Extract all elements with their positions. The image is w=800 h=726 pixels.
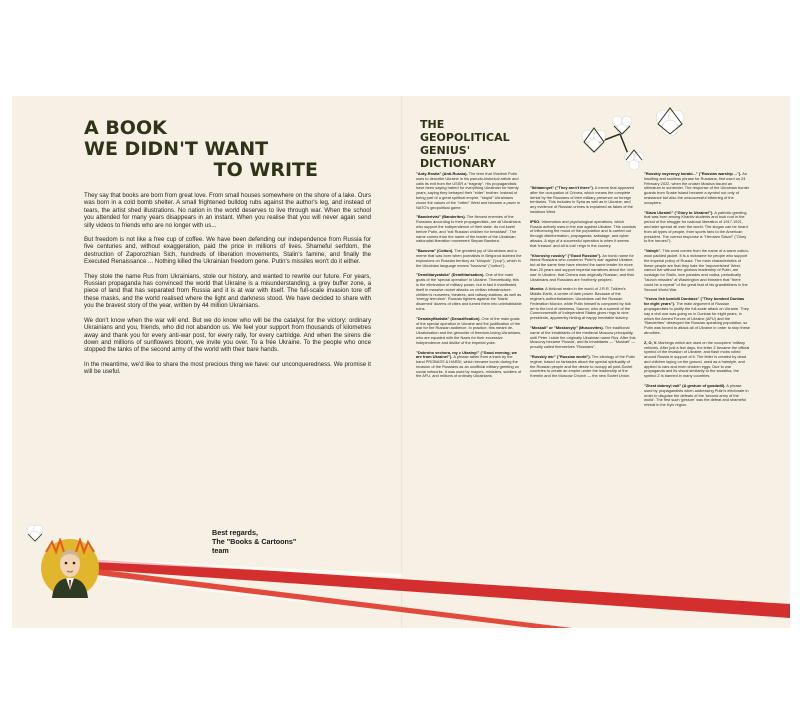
dictionary-entry [530,186,636,215]
entry-term: "Denatsyfikatsiia" (Denazification). [416,315,481,321]
dictionary-entry [530,326,636,350]
dictionary-entry [416,273,522,311]
dictionary-entry [644,341,750,379]
dictionary-entry [644,172,750,206]
dictionary-entry [644,297,750,335]
entry-text: The traditional name of the inhabitants of the medieval Moscow principality, until Peter I stole the originally Ukrainian name Rus. After this Muscovy became 'Russia', and its inhabitants — "Moskali" — proudly called themselves "Russians". [530,324,636,350]
cotton-flowers-illustration [572,104,652,176]
entry-text: An ironic name for liberal Russians who condemn 'Putin's war' against Ukraine, but at the same time have elected the same leader for more than 20 years and support imperial narratives about the 'civil war' in Ukraine, that Crimea was originally Russian, and that Ukrainians and Russians are 'brotherly peoples'. [530,252,634,282]
entry-text: One of the main goals of the special operation in Ukraine and the justification of the war for the Russian audience. In practice, this meant de-Ukrainisation and the genocide of freedom-loving Ukrainians, who are equated with the Nazis for their excessive independence and dislike of the imperial yoke. [416,315,522,345]
dictionary-entry [416,249,522,268]
entry-text: The greatest joy of Ukrainians and a meme that was born when journalists in Belgorod dubbed the explosions on Russian territory as "khlopok" ("pop"), which in the Ukrainian language means "bavovna" ("cotton"). [416,248,522,268]
entry-text: This word comes from the name of a warm cotton-wool padded jacket. It is a nickname for people who support the imperial policy of Russia. The main characteristics of these people are that they hate the 'impoverished' West, cannot live without the glorious leadership of Putin, are nostalgic for Stalin, love parades and vodka, periodically "launch missiles" at Washington and threaten that "there could be a repeat" of the great feat of his grandfathers in the Second World War. [644,248,750,292]
entry-term: "Slava Ukraini!" ("Glory to Ukraine!"). [644,209,714,215]
entry-text: Information and psychological operations, which Russia actively uses in the war against Ukraine. This consists of influencing the mood of the population and is carried out through disinformation, propaganda, sabotage, and cyber attacks. A sign of a successful operation is when it seems that 'treason' and all is lost' reign in the country. [530,218,636,248]
cotton-flower-icon [24,522,46,544]
regards-line: Best regards, [212,528,258,537]
putin-portrait-illustration [40,538,100,598]
regards-line: team [212,546,229,555]
entry-term: "Dobroho vechora, my z Ukrainy!" ("Good evening, we are from Ukraine!"). [416,349,517,360]
entry-text: Markings which are used on the occupiers' military vehicles. After just a few days, the letter Z became the official symbol of the invasion of Ukraine, and flash mobs rolled around Russia in support of it. The letter is created by dead and children laying on the ground, used as a hairstyle, and applied to cars and even chicken eggs. Due to war propaganda and its visual similarity to the swastika, the symbol Z is banned in many countries. [644,339,750,379]
title-line-1: A BOOK [84,117,167,139]
entry-text: A patriotic greeting that was born among Kharkiv students and took root in the period of the struggle for national liberation of 1917-1921, and later spread all over the world. The slogan can be heard from all types of people, from sports fans to the American president. The correct response is "Heroiam Slava!" ("Glory to the heroes!"). [644,209,748,244]
title-line-2: WE DIDN'T WANT [84,138,269,160]
right-page-title [420,118,530,170]
entry-text: The main argument of Russian propagandists to justify the full-scale attack on Ukraine. They say a civil war was going on in Donbas for eight years, in which the Armed Forces of Ukraine (AFU) and the "Banderites" destroyed the Russian-speaking population, so Putin was forced to attack all of Ukraine in order to stop these atrocities. [644,301,750,335]
entry-term: Mordor. [530,286,545,292]
entry-term: Z, O, V. [644,339,658,345]
entry-term: "Ikhtamnyet" ("They aren't there"). [530,185,594,190]
page-gutter [401,96,403,628]
paragraph: They stole the name Rus from Ukrainians, stole our history, and wanted to rewrite our future. For years, Russian propaganda has convinced the world that Ukraine is a misunderstanding, a grey buffer zone, a piece of land that has separated from Russia and it is at war with itself. The full-scale invasion tore off these masks, and the world realised where the light and darkness stood. We have decided to share with you the bravest story of the year, written by 44 million Ukrainians. [84,272,371,310]
entry-text: A phrase taken from a track by the band PROBASS & HARDI, which became iconic during the invasion of the Russians as an unofficial military greeting on social networks. It was used by mayors, ministers, soldiers of the AFU, and millions of ordinary Ukrainians. [416,354,522,379]
title-line-4: DICTIONARY [420,157,496,170]
dictionary-entry [530,287,636,321]
title-line-1: THE [420,118,445,131]
dictionary-column-2 [530,186,636,384]
entry-text: The ideology of the Putin regime, based on fantasies about the special spirituality of the Russian people and the desire to occupy all post-Soviet countries to create an empire under the leadership of the Kremlin and the Moscow Church — the new Soviet Union. [530,353,635,379]
entry-term: "Vatnyk". [644,248,662,254]
entry-term: "Russkiy mir" ("Russian world"). [530,353,591,359]
entry-text: The fiercest enemies of the Russians according to their propagandists, are all Ukrainians who support the independence of their state. do not kneel before Putin, and "eat Russian children for breakfast". The name comes from the name of the leader of the Ukrainian nationalist liberation movement Stepan Bandera. [416,214,521,244]
title-line-3: TO WRITE [213,159,318,181]
entry-text: An insulting and soulless phrase for Russians, first used on 24 February 2022, when the cruiser Moskva issued an ultimatum to surrender. The response of the Ukrainian border guards from Snake Island became a symbol not only of resistance but also the unsuccessful blitzkrieg of the occupiers. [644,171,750,205]
entry-text: One of the main goals of the 'special operation' in Ukraine. Theoretically, this is the elimination of military power, but in fact it manifested itself in massive rocket attacks on civilian infrastructure: children's nurseries, theatres, and railway stations, as well as 'energy terrorism'. Russian fighters against the 'Nazis' disarmed' dozens of cities and turned them into uninhabitable ruins. [416,272,522,311]
entry-term: "Khoroshy russkiy" ("Good Russian"). [530,252,602,258]
dictionary-entry [416,215,522,244]
entry-term: "Russkiy voyennyy korabl..." ("Russian warship ..."). [644,171,742,176]
dictionary-entry [530,220,636,249]
entry-term: "Moskali" or "Moskovyty" (Muscovites). [530,324,604,330]
dictionary-entry [644,249,750,292]
dictionary-column-3 [644,172,750,413]
signature-block [212,528,352,555]
paragraph: They say that books are born from great love. From small houses somewhere on the shore of a lake. Ours was born in a cold bomb shelter. A small frightened bulldog rubs against the author's leg, and instead of tears, the artist shed illustrations. No nation in the world deserves to live through war. When the school you attended for many years disappears in an instant. When you realise that you will never again send silly videos to friends who are no longer with us... [84,192,371,229]
entry-term: "Vsevo lish bombili Donbass" ("They bombed Donbas for eight years"). [644,296,745,307]
entry-term: "Banderivtsi" (Banderites). [416,214,466,220]
paragraph: We don't know when the war will end. But we do know who will be the catalyst for the victory: ordinary Ukrainians and you, friends, who did not abandon us. We feel your support from thousands of kilometres away and thank you for every anti-war post, for every rally, for every cartridge. And when the sirens die down and millions of sunflowers bloom, we invite you over. To a free Ukraine. To the people who once stopped the tanks of the second army of the world with their bare hands. [84,316,371,354]
left-page-title [84,118,334,181]
entry-text: A phrase used by propagandists when addressing Putin's electorate in order to disguise the defeats of the 'second army of the world'. The first such 'gesture' was the defeat and shameful retreat in the Kyiv region. [644,383,749,408]
dictionary-entry [416,172,522,210]
entry-term: "Anty-Rosiia" (Anti-Russia). [416,171,468,176]
dictionary-entry [416,351,522,380]
paragraph: But freedom is not like a free cup of coffee. We have been defending our independence from Russia for five centuries and, without exaggeration, paid the price in millions of lives. Shameful serfdom, the destruction of Zaporozhian Sich, hundreds of liberation movements, Stalin's famine, and finally the Executed Renaissance ... Nothing killed the Ukrainian freedom gene. Putin's missiles won't do it either. [84,236,371,266]
regards-line: The "Books & Cartoons" [212,537,297,546]
foreword-letter [84,192,371,383]
book-spread [12,96,790,628]
title-line-2: GEOPOLITICAL [420,131,510,144]
entry-text: The term that Vladimir Putin uses to describe Ukraine in his pseudo-historical article and calls its exit from the USSR a "tragedy". His propagandists have been saying hatred for everything Ukrainian for twenty years, saying they betrayed their "elder" brother. Instead of being part of a great spiritual empire, "stupid" Ukrainians chose the values of the "rotten" West and became a pawn in NATO's geopolitical game. [416,171,520,210]
entry-term: "Demilitaryzatsiia" (Demilitarisation). [416,272,485,278]
entry-text: A fictional realm in the world of J.R.R. Tolkien's Middle-Earth, a centre of dark power. Because of the regime's authoritarianism, Ukrainians call the Russian Federation Mordor, while Putin himself is compared by folk art to the lord of darkness, Sauron, who at a summit of the Commonwealth of Independent States gives rings to nine presidents, apparently hinting at happy inevitable slavery. [530,286,631,321]
dictionary-entry [416,317,522,346]
entry-term: "Bavovna" (Cotton). [416,248,454,254]
dictionary-entry [644,384,750,408]
dictionary-column-1 [416,172,522,384]
dictionary-entry [530,355,636,379]
dictionary-entry [644,211,750,245]
entry-term: IPSO. [530,218,541,224]
entry-term: "Zhest dobroyi voli" (A gesture of goodwill). [644,383,726,389]
paragraph: In the meantime, we'd like to share the most precious thing we have: our unconqueredness. We promise it will be useful. [84,360,371,376]
dictionary-entry [530,254,636,283]
cotton-flower-icon [652,104,688,140]
title-line-3: GENIUS' [420,144,471,157]
entry-text: A meme that appeared after the occupation of Crimea, which means the complete denial by the Russians of their military presence on foreign territories. This includes in Syria as well as in Ukraine, and any evidence of Russian crimes is explained as fakes of the insidious West. [530,185,635,214]
